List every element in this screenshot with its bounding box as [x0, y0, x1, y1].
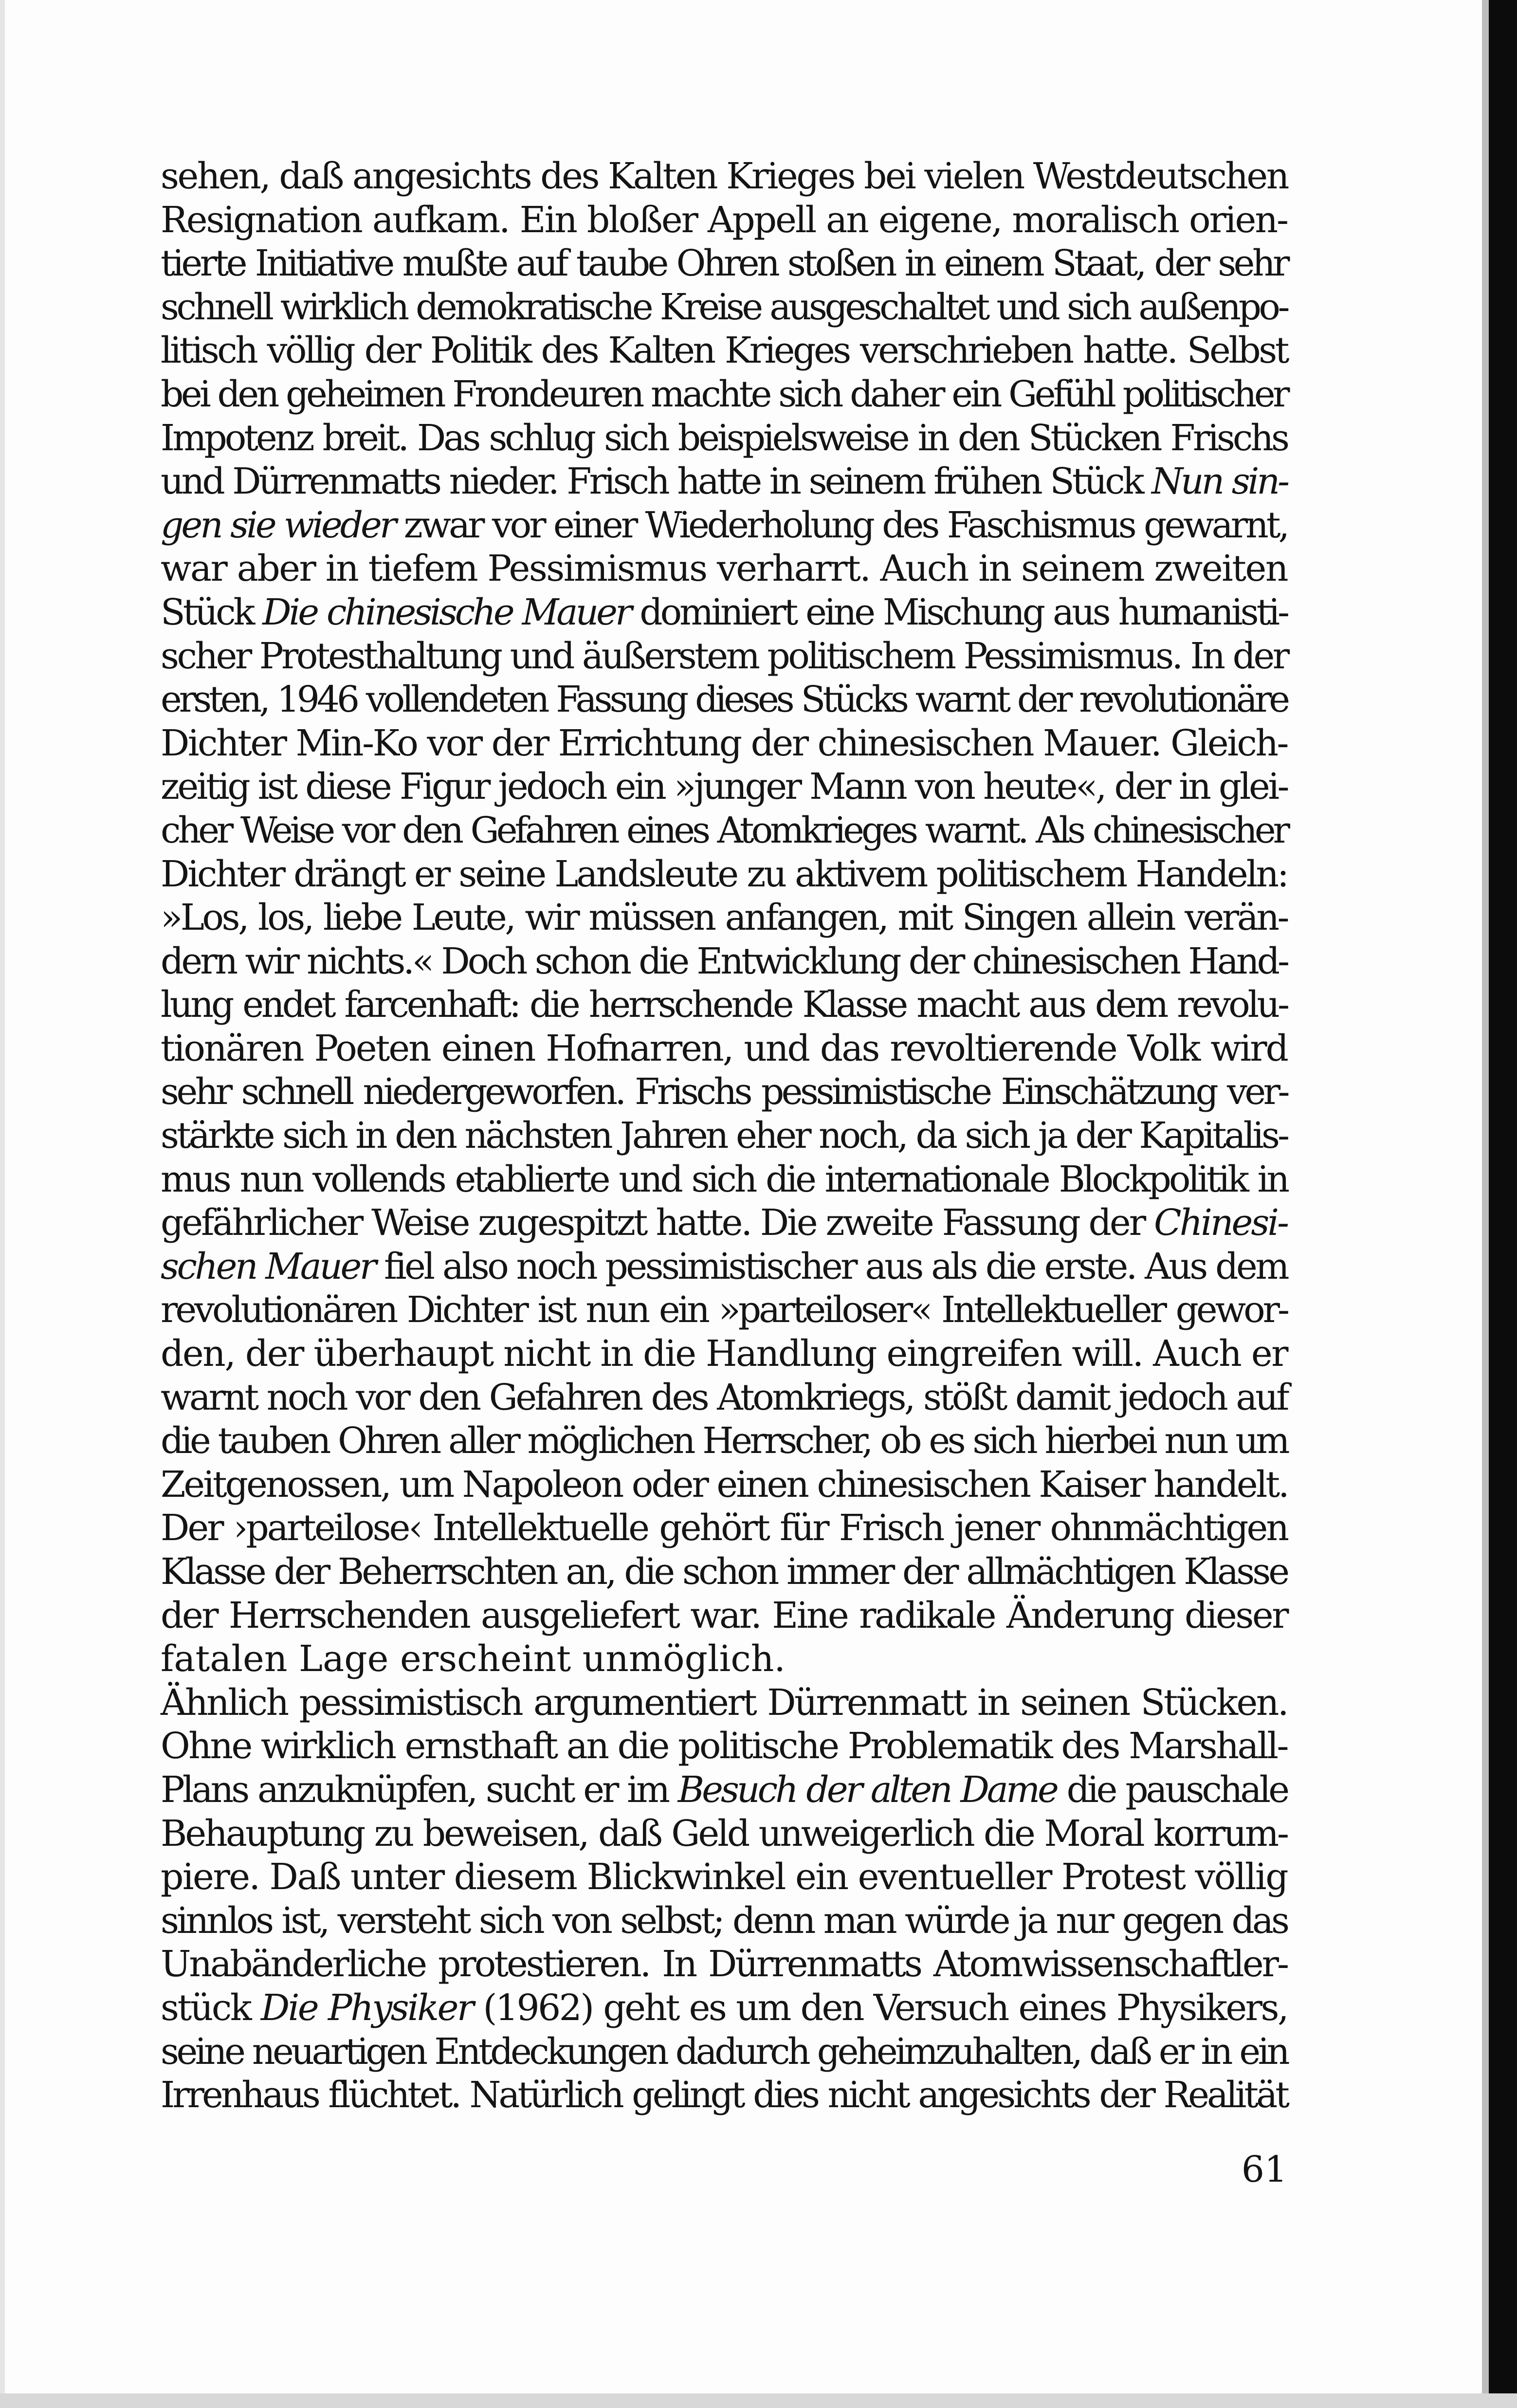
text-line: cher Weise vor den Gefahren eines Atomkrieges warnt. Als chinesischer — [161, 809, 1287, 851]
text-line: schnell wirklich demokratische Kreise ausgeschaltet und sich außenpo- — [161, 286, 1287, 328]
text-line: Der ›parteilose‹ Intellektuelle gehört für Frisch jener ohnmächtigen — [161, 1507, 1287, 1549]
text-line: scher Protesthaltung und äußerstem politischem Pessimismus. In der — [161, 635, 1288, 677]
text-line: bei den geheimen Frondeuren machte sich daher ein Gefühl politischer — [161, 373, 1287, 415]
text-line — [161, 1201, 1287, 1245]
text-segment: stück — [161, 1986, 261, 2029]
text-line: stärkte sich in den nächsten Jahren eher noch, da sich ja der Kapitalis- — [161, 1115, 1287, 1157]
text-line — [161, 1768, 1287, 1812]
text-line: Dichter drängt er seine Landsleute zu aktivem politischem Handeln: — [161, 853, 1287, 895]
text-segment: und Dürrenmatts nieder. Frisch hatte in seinem frühen Stück — [161, 460, 1152, 503]
text-line: fatalen Lage erscheint unmöglich. — [161, 1638, 786, 1680]
text-segment: Plans anzuknüpfen, sucht er im — [161, 1768, 678, 1811]
text-line — [161, 591, 1287, 635]
text-line: war aber in tiefem Pessimismus verharrt. Auch in seinem zweiten — [161, 548, 1287, 590]
text-segment: die pauschale — [1056, 1768, 1287, 1811]
text-line: der Herrschenden ausgeliefert war. Eine radikale Änderung dieser — [161, 1594, 1287, 1636]
left-page-edge — [0, 0, 5, 2408]
text-line: Impotenz breit. Das schlug sich beispielsweise in den Stücken Frischs — [161, 417, 1287, 459]
text-line: Unabänderliche protestieren. In Dürrenmatts Atomwissenschaftler- — [161, 1943, 1287, 1985]
text-segment: Stück — [161, 591, 263, 633]
text-line: den, der überhaupt nicht in die Handlung eingreifen will. Auch er — [161, 1333, 1287, 1375]
text-line — [161, 460, 1287, 504]
text-line: seine neuartigen Entdeckungen dadurch geheimzuhalten, daß er in ein — [161, 2030, 1287, 2073]
text-line: sehr schnell niedergeworfen. Frischs pessimistische Einschätzung ver- — [161, 1071, 1287, 1113]
text-line: die tauben Ohren aller möglichen Herrscher, ob es sich hierbei nun um — [161, 1420, 1287, 1462]
text-line: Klasse der Beherrschten an, die schon immer der allmächtigen Klasse — [161, 1551, 1287, 1593]
text-line: sinnlos ist, versteht sich von selbst; denn man würde ja nur gegen das — [161, 1899, 1287, 1942]
text-line — [161, 1986, 1287, 2030]
text-line: Ohne wirklich ernsthaft an die politische Problematik des Marshall- — [161, 1725, 1287, 1767]
text-line: Irrenhaus flüchtet. Natürlich gelingt dies nicht angesichts der Realität — [161, 2074, 1287, 2116]
italic-title: Die Physiker — [260, 1986, 473, 2029]
text-segment: dominiert eine Mischung aus humanisti- — [630, 591, 1287, 633]
text-line: zeitig ist diese Figur jedoch ein »junger Mann von heute«, der in glei- — [161, 766, 1287, 808]
text-line: dern wir nichts.« Doch schon die Entwicklung der chinesischen Hand- — [161, 940, 1287, 982]
right-page-edge-shadow — [1482, 0, 1489, 2408]
text-line: litisch völlig der Politik des Kalten Krieges verschrieben hatte. Selbst — [161, 330, 1287, 372]
italic-title: Besuch der alten Dame — [677, 1768, 1057, 1811]
text-line: ersten, 1946 vollendeten Fassung dieses Stücks warnt der revolutionäre — [161, 679, 1287, 721]
text-line: Ähnlich pessimistisch argumentiert Dürrenmatt in seinen Stücken. — [161, 1681, 1287, 1724]
text-line: lung endet farcenhaft: die herrschende Klasse macht aus dem revolu- — [161, 984, 1287, 1026]
text-line: revolutionären Dichter ist nun ein »parteiloser« Intellektueller gewor- — [161, 1289, 1287, 1331]
right-page-edge — [1489, 0, 1517, 2408]
italic-title: Nun sin- — [1151, 460, 1287, 503]
text-line: mus nun vollends etablierte und sich die internationale Blockpolitik in — [161, 1158, 1287, 1200]
italic-title: gen sie wieder — [161, 504, 395, 546]
text-line: piere. Daß unter diesem Blickwinkel ein eventueller Protest völlig — [161, 1856, 1288, 1898]
text-segment: fiel also noch pessimistischer aus als die erste. Aus dem — [374, 1245, 1287, 1287]
text-line: tionären Poeten einen Hofnarren, und das revoltierende Volk wird — [161, 1027, 1287, 1069]
text-line: Resignation aufkam. Ein bloßer Appell an eigene, moralisch orien- — [161, 199, 1287, 241]
body-text — [161, 155, 1287, 2117]
text-segment: gefährlicher Weise zugespitzt hatte. Die zweite Fassung der — [161, 1202, 1154, 1244]
text-segment: (1962) geht es um den Versuch eines Physikers, — [472, 1986, 1287, 2029]
text-line: Dichter Min-Ko vor der Errichtung der chinesischen Mauer. Gleich- — [161, 722, 1287, 764]
text-line: warnt noch vor den Gefahren des Atomkriegs, stößt damit jedoch auf — [161, 1376, 1287, 1418]
text-line — [161, 1245, 1287, 1289]
text-line — [161, 504, 1287, 548]
page-number: 61 — [1241, 2149, 1287, 2190]
text-line: Behauptung zu beweisen, daß Geld unweigerlich die Moral korrum- — [161, 1812, 1287, 1855]
text-line: Zeitgenossen, um Napoleon oder einen chinesischen Kaiser handelt. — [161, 1463, 1288, 1506]
italic-title: schen Mauer — [161, 1245, 375, 1287]
italic-title: Chinesi- — [1153, 1202, 1287, 1244]
bottom-page-edge — [0, 2393, 1517, 2408]
text-line: »Los, los, liebe Leute, wir müssen anfangen, mit Singen allein verän- — [161, 897, 1287, 939]
text-line: sehen, daß angesichts des Kalten Krieges bei vielen Westdeutschen — [161, 155, 1288, 197]
italic-title: Die chinesische Mauer — [262, 591, 630, 633]
text-segment: zwar vor einer Wiederholung des Faschismus gewarnt, — [394, 504, 1287, 546]
text-line: tierte Initiative mußte auf taube Ohren stoßen in einem Staat, der sehr — [161, 242, 1287, 285]
